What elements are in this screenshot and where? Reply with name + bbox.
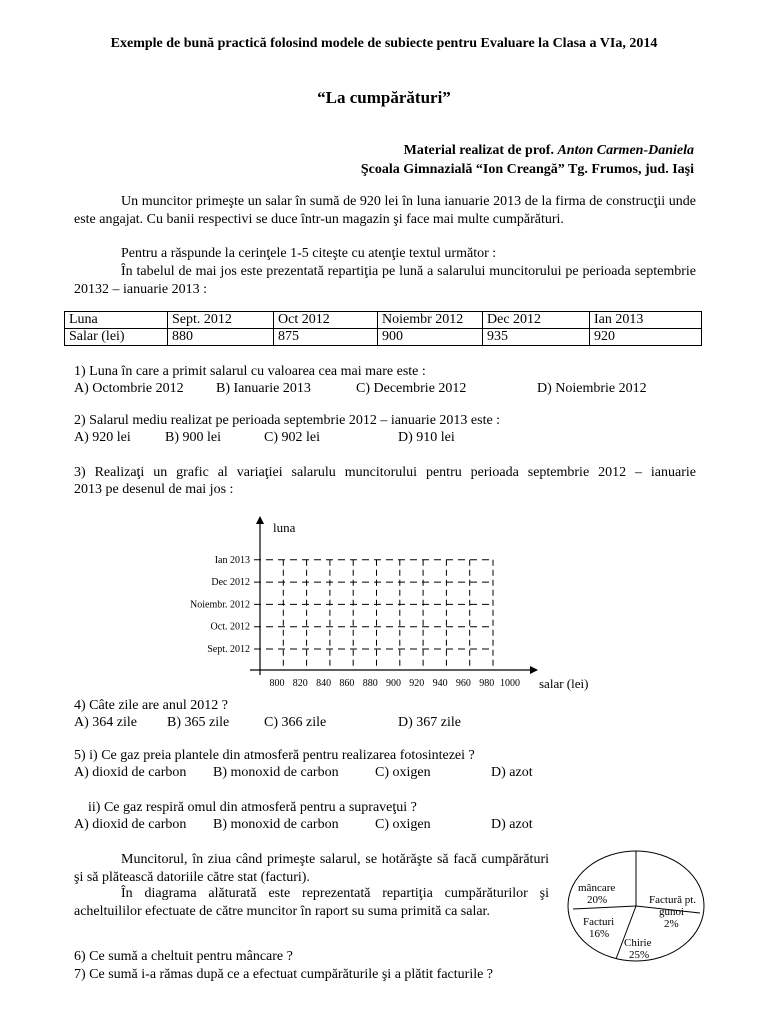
intro-paragraph-3: În tabelul de mai jos este prezentată repartiţia pe lună a salarului muncitorului pe perioada septembrie 20132 – ianuarie 2013 :: [74, 264, 696, 297]
q5-option-a: A) dioxid de carbon: [74, 765, 187, 780]
author-prefix: Material realizat de prof.: [403, 143, 554, 158]
table-cell: Salar (lei): [65, 329, 168, 346]
table-cell: 880: [168, 329, 274, 346]
expenses-pie-chart: [563, 845, 709, 967]
pie-label-facturi: Facturi: [583, 916, 615, 928]
table-cell: 920: [590, 329, 702, 346]
q4-option-c: C) 366 zile: [264, 715, 327, 730]
x-tick-label: 960: [455, 678, 471, 689]
pie-label-gunoi-1: Factură pt.: [649, 894, 697, 906]
y-tick-label: Dec 2012: [211, 577, 250, 589]
q5b-option-c: C) oxigen: [375, 817, 431, 832]
table-row-month: [65, 312, 702, 329]
pie-value-facturi: 16%: [589, 928, 610, 940]
story-paragraph-2: În diagrama alăturată este reprezentată repartiţia cumpărăturilor şi acheltuililor efectuate de către muncitor în raport su suma primită ca salar.: [74, 886, 549, 919]
chart-grid: [254, 560, 493, 670]
question-3-line-2: 2013 pe desenul de mai jos :: [74, 482, 234, 497]
q5-option-b: B) monoxid de carbon: [213, 765, 339, 780]
table-cell: 935: [483, 329, 590, 346]
q2-option-d: D) 910 lei: [398, 430, 455, 445]
x-axis-label: salar (lei): [539, 676, 589, 691]
pie-label-mancare: mâncare: [578, 882, 616, 894]
q1-option-d: D) Noiembrie 2012: [537, 381, 647, 396]
table-cell: Noiembr 2012: [378, 312, 483, 329]
q1-option-a: A) Octombrie 2012: [74, 381, 184, 396]
q4-option-d: D) 367 zile: [398, 715, 461, 730]
pie-value-gunoi: 2%: [664, 918, 679, 930]
question-1: 1) Luna în care a primit salarul cu valoarea cea mai mare este :: [74, 364, 426, 379]
table-cell: Oct 2012: [274, 312, 378, 329]
question-3-line-1: 3) Realizaţi un grafic al variaţiei salarulu muncitorului pentru perioada septembrie 2012 – ianuarie: [74, 465, 696, 480]
intro-paragraph-2: Pentru a răspunde la cerinţele 1-5 citeşte cu atenţie textul următor :: [121, 246, 497, 261]
table-cell: Ian 2013: [590, 312, 702, 329]
table-row-salary: [65, 329, 702, 346]
table-cell: Luna: [65, 312, 168, 329]
q2-option-a: A) 920 lei: [74, 430, 131, 445]
q4-option-a: A) 364 zile: [74, 715, 137, 730]
q5b-option-b: B) monoxid de carbon: [213, 817, 339, 832]
y-tick-labels: [190, 555, 250, 655]
pie-value-mancare: 20%: [587, 894, 608, 906]
x-tick-labels: [270, 678, 521, 689]
x-tick-label: 800: [269, 678, 285, 689]
intro-paragraph-1: Un muncitor primeşte un salar în sumă de 920 lei în luna ianuarie 2013 de la firma de construcţii unde este angajat. Cu banii respectivi se duce într-un magazin şi face mai multe cumpărături.: [74, 194, 696, 227]
y-axis-label: luna: [273, 520, 296, 535]
page-title: “La cumpărături”: [317, 88, 451, 107]
author-school: Şcoala Gimnazială “Ion Creangă” Tg. Frumos, jud. Iaşi: [360, 162, 694, 177]
x-tick-label: 880: [362, 678, 378, 689]
q5-option-c: C) oxigen: [375, 765, 431, 780]
salary-graph: [0, 500, 768, 700]
q1-option-b: B) Ianuarie 2013: [216, 381, 311, 396]
y-tick-label: Oct. 2012: [210, 621, 250, 633]
table-cell: Dec 2012: [483, 312, 590, 329]
salary-table: [64, 311, 702, 346]
q2-option-c: C) 902 lei: [264, 430, 320, 445]
q1-option-c: C) Decembrie 2012: [356, 381, 467, 396]
table-cell: 900: [378, 329, 483, 346]
x-tick-label: 940: [432, 678, 448, 689]
author-name: Anton Carmen-Daniela: [557, 143, 694, 158]
author-line: [404, 143, 694, 159]
q2-option-b: B) 900 lei: [165, 430, 221, 445]
question-5-ii: ii) Ce gaz respiră omul din atmosferă pentru a supraveţui ?: [88, 800, 417, 815]
q5b-option-d: D) azot: [491, 817, 533, 832]
q4-option-b: B) 365 zile: [167, 715, 230, 730]
q5-option-d: D) azot: [491, 765, 533, 780]
pie-value-chirie: 25%: [629, 949, 650, 961]
x-tick-label: 980: [479, 678, 495, 689]
question-5: 5) i) Ce gaz preia plantele din atmosferă pentru realizarea fotosintezei ?: [74, 748, 475, 763]
x-tick-label: 900: [386, 678, 401, 689]
question-2: 2) Salarul mediu realizat pe perioada septembrie 2012 – ianuarie 2013 este :: [74, 413, 501, 428]
x-tick-label: 920: [409, 678, 425, 689]
story-paragraph-1: Muncitorul, în ziua când primeşte salarul, se hotărăşte să facă cumpărături şi să plătească datoriile către stat (facturi).: [74, 852, 549, 885]
y-tick-label: Noiembr. 2012: [190, 599, 250, 611]
pie-label-gunoi-2: gunoi: [659, 906, 685, 918]
question-6: 6) Ce sumă a cheltuit pentru mâncare ?: [74, 949, 293, 964]
pie-divider: [573, 906, 636, 909]
x-tick-label: 1000: [500, 678, 520, 689]
q5b-option-a: A) dioxid de carbon: [74, 817, 187, 832]
table-cell: 875: [274, 329, 378, 346]
question-7: 7) Ce sumă i-a rămas după ce a efectuat cumpărăturile şi a plătit facturile ?: [74, 967, 494, 982]
y-tick-label: Ian 2013: [214, 554, 250, 566]
question-4: 4) Câte zile are anul 2012 ?: [74, 698, 228, 713]
x-tick-label: 860: [339, 678, 355, 689]
page-header: Exemple de bună practică folosind modele de subiecte pentru Evaluare la Clasa a VIa, 2014: [110, 36, 658, 51]
x-tick-label: 840: [316, 678, 332, 689]
x-tick-label: 820: [292, 678, 308, 689]
y-tick-label: Sept. 2012: [207, 644, 250, 655]
pie-label-chirie: Chirie: [624, 937, 652, 949]
table-cell: Sept. 2012: [168, 312, 274, 329]
